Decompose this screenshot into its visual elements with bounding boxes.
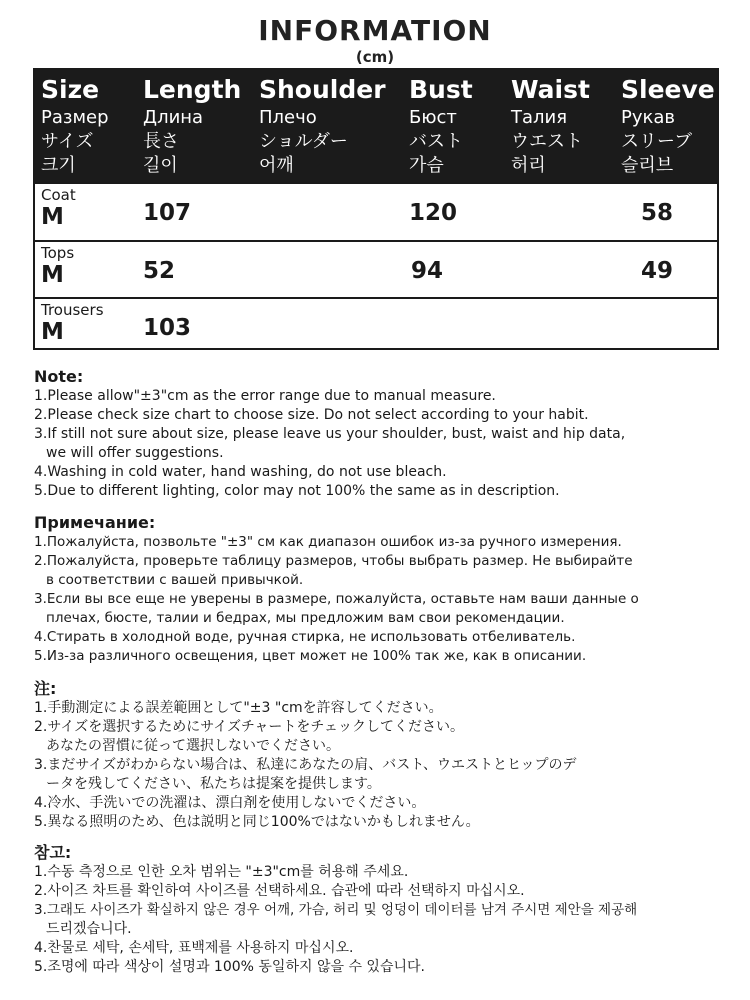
header-label-ja: 長さ bbox=[143, 131, 179, 152]
notes-japanese bbox=[34, 678, 734, 832]
size-table bbox=[33, 68, 719, 350]
notes-korean bbox=[34, 842, 734, 977]
note-item: we will offer suggestions. bbox=[46, 445, 224, 461]
header-label-ja: サイズ bbox=[41, 131, 94, 152]
note-item: 5.Due to different lighting, color may not 100% the same as in description. bbox=[34, 483, 560, 499]
row-size: M bbox=[41, 262, 64, 288]
note-item: 1.Please allow"±3"cm as the error range due to manual measure. bbox=[34, 388, 496, 404]
header-label-ko: 길이 bbox=[143, 155, 178, 176]
row-size: M bbox=[41, 319, 64, 345]
header-label-ru: Бюст bbox=[409, 107, 457, 128]
cell-length: 52 bbox=[143, 258, 176, 284]
row-category: Trousers bbox=[41, 301, 104, 319]
notes-heading: Note: bbox=[34, 367, 84, 386]
note-item: 1.수동 측정으로 인한 오차 범위는 "±3"cm를 허용해 주세요. bbox=[34, 864, 409, 880]
header-label-ja: バスト bbox=[409, 131, 463, 152]
header-bust bbox=[409, 74, 473, 178]
note-item: 5.조명에 따라 색상이 설명과 100% 동일하지 않을 수 있습니다. bbox=[34, 959, 425, 975]
note-item: 2.사이즈 차트를 확인하여 사이즈를 선택하세요. 습관에 따라 선택하지 마십시오. bbox=[34, 883, 525, 899]
header-size bbox=[41, 74, 109, 178]
page-title: INFORMATION bbox=[258, 14, 492, 47]
note-item: 4.찬물로 세탁, 손세탁, 표백제를 사용하지 마십시오. bbox=[34, 940, 354, 956]
header-label-en: Bust bbox=[409, 75, 473, 104]
header-label-ja: ショルダー bbox=[259, 131, 348, 152]
header-label-ru: Талия bbox=[511, 107, 568, 128]
header-label-ko: 크기 bbox=[41, 155, 76, 176]
note-item: 2.Пожалуйста, проверьте таблицу размеров, чтобы выбрать размер. Не выбирайте bbox=[34, 553, 633, 569]
header-waist bbox=[511, 74, 590, 178]
note-item: 드리겠습니다. bbox=[46, 921, 132, 937]
header-label-ru: Размер bbox=[41, 107, 109, 128]
header-label-ko: 슬리브 bbox=[621, 155, 674, 176]
notes-heading: Примечание: bbox=[34, 513, 156, 532]
row-category: Coat bbox=[41, 186, 76, 204]
cell-bust: 94 bbox=[411, 258, 444, 284]
header-label-ko: 가슴 bbox=[409, 155, 444, 176]
note-item: 2.Please check size chart to choose size. Do not select according to your habit. bbox=[34, 407, 589, 423]
note-item: 1.手動測定による誤差範囲として"±3 "cmを許容してください。 bbox=[34, 700, 443, 716]
table-row bbox=[35, 240, 717, 297]
note-item: 3.If still not sure about size, please leave us your shoulder, bust, waist and hip data, bbox=[34, 426, 626, 442]
row-category: Tops bbox=[41, 244, 75, 262]
header-label-en: Size bbox=[41, 75, 100, 104]
header-length bbox=[143, 74, 241, 178]
note-item: 3.Если вы все еще не уверены в размере, пожалуйста, оставьте нам ваши данные о bbox=[34, 591, 639, 607]
table-row bbox=[35, 182, 717, 240]
note-item: 1.Пожалуйста, позвольте "±3" см как диапазон ошибок из-за ручного измерения. bbox=[34, 534, 622, 550]
note-item: 3.まだサイズがわからない場合は、私達にあなたの肩、バスト、ウエストとヒップのデ bbox=[34, 757, 577, 773]
cell-length: 107 bbox=[143, 200, 192, 226]
cell-sleeve: 58 bbox=[641, 200, 674, 226]
table-row bbox=[35, 297, 717, 348]
note-item: あなたの習慣に従って選択しないでください。 bbox=[46, 738, 340, 754]
unit-label: (cm) bbox=[355, 48, 395, 66]
header-label-ja: ウエスト bbox=[511, 131, 583, 152]
header-label-ko: 허리 bbox=[511, 155, 546, 176]
notes-russian bbox=[34, 512, 734, 666]
header-label-en: Waist bbox=[511, 75, 590, 104]
header-label-ko: 어깨 bbox=[259, 155, 294, 176]
note-item: 4.冷水、手洗いでの洗濯は、漂白剤を使用しないでください。 bbox=[34, 795, 426, 811]
header-sleeve bbox=[621, 74, 715, 178]
notes-heading: 참고: bbox=[34, 843, 72, 862]
note-item: в соответствии с вашей привычкой. bbox=[46, 572, 304, 588]
cell-length: 103 bbox=[143, 315, 192, 341]
header-shoulder bbox=[259, 74, 386, 178]
header-label-ru: Рукав bbox=[621, 107, 676, 128]
notes-heading: 注: bbox=[34, 679, 57, 698]
note-item: плечах, бюсте, талии и бедрах, мы предложим вам свои рекомендации. bbox=[46, 610, 565, 626]
table-header bbox=[35, 70, 717, 184]
header-label-ja: スリーブ bbox=[621, 131, 693, 152]
header-label-en: Sleeve bbox=[621, 75, 715, 104]
header-label-ru: Плечо bbox=[259, 107, 317, 128]
header-label-ru: Длина bbox=[143, 107, 204, 128]
notes-english bbox=[34, 366, 734, 501]
row-size: M bbox=[41, 204, 64, 230]
note-item: 5.Из-за различного освещения, цвет может не 100% так же, как в описании. bbox=[34, 648, 587, 664]
note-item: 3.그래도 사이즈가 확실하지 않은 경우 어깨, 가슴, 허리 및 엉덩이 데이터를 남겨 주시면 제안을 제공해 bbox=[34, 902, 638, 918]
cell-sleeve: 49 bbox=[641, 258, 674, 284]
cell-bust: 120 bbox=[409, 200, 458, 226]
note-item: 4.Washing in cold water, hand washing, do not use bleach. bbox=[34, 464, 447, 480]
header-label-en: Shoulder bbox=[259, 75, 386, 104]
header-label-en: Length bbox=[143, 75, 242, 104]
note-item: ータを残してください、私たちは提案を提供します。 bbox=[46, 776, 381, 792]
note-item: 5.異なる照明のため、色は説明と同じ100%ではないかもしれません。 bbox=[34, 814, 480, 830]
note-item: 4.Стирать в холодной воде, ручная стирка, не использовать отбеливатель. bbox=[34, 629, 576, 645]
note-item: 2.サイズを選択するためにサイズチャートをチェックしてください。 bbox=[34, 719, 464, 735]
